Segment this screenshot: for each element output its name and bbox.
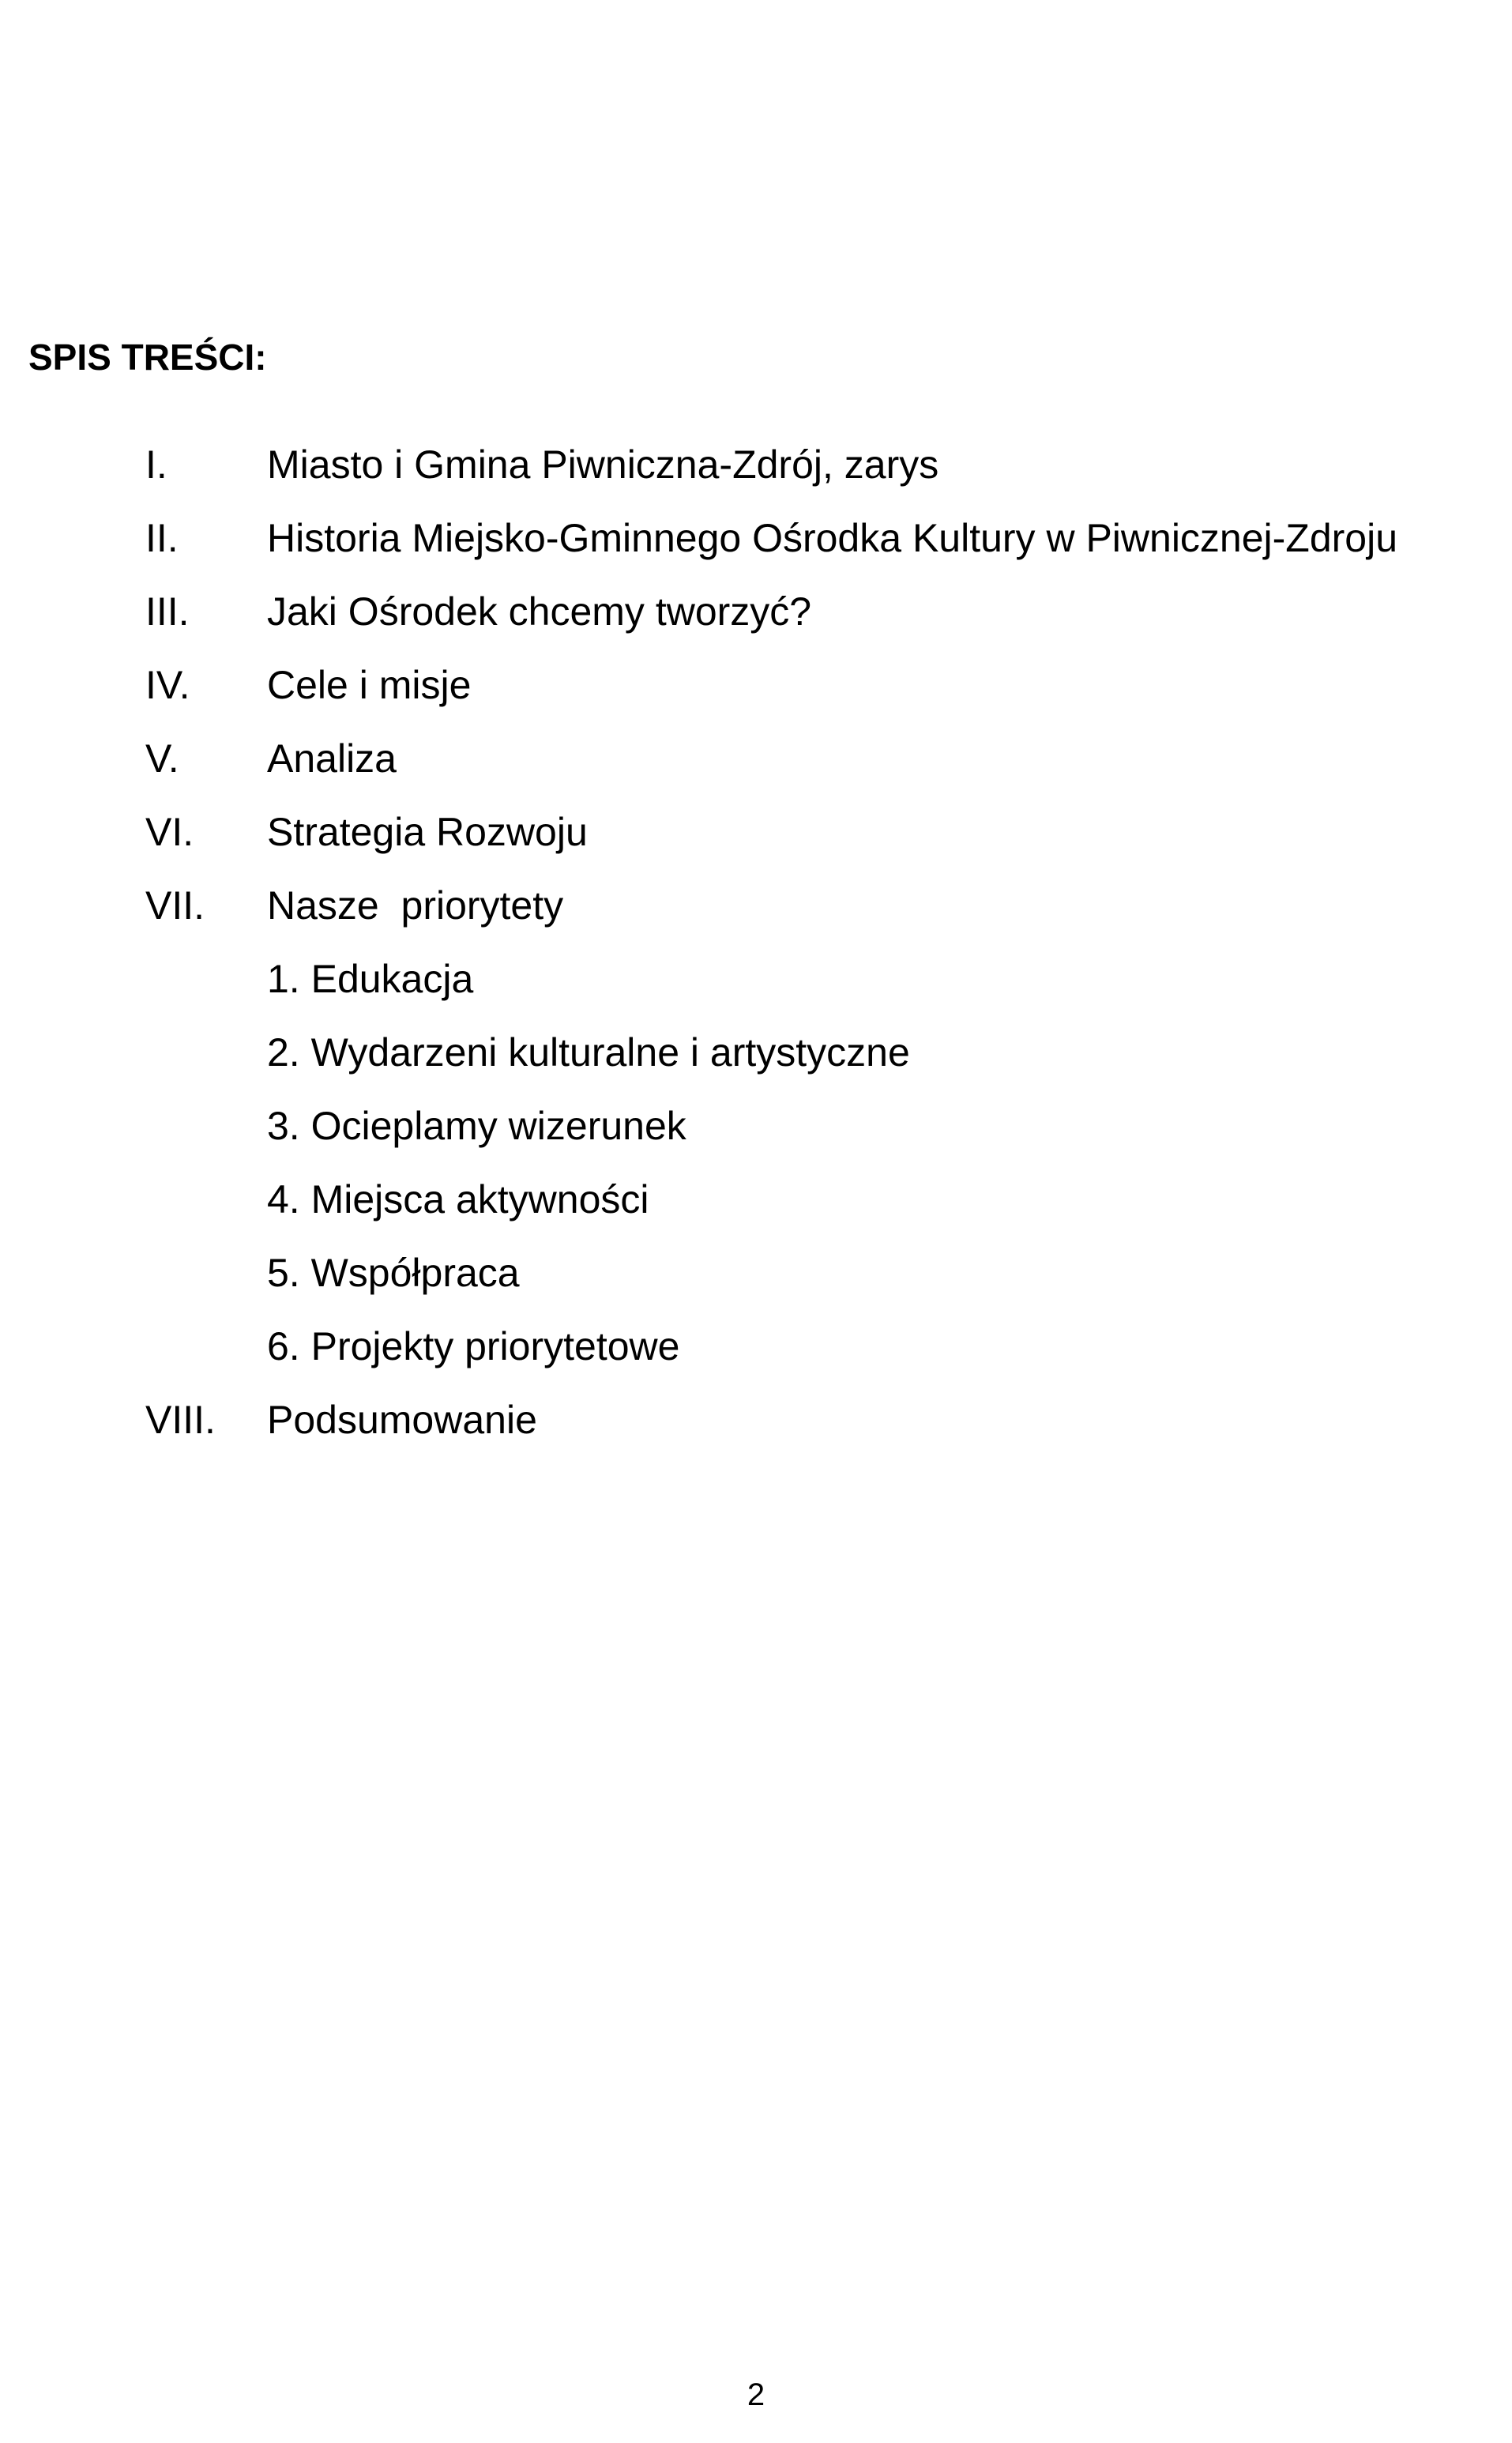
toc-entry-title: Jaki Ośrodek chcemy tworzyć?	[267, 589, 812, 634]
toc-entry-number: V.	[145, 736, 179, 781]
toc-subentry	[0, 1249, 1512, 1297]
toc-subentry	[0, 1102, 1512, 1150]
toc-entry-number: VI.	[145, 810, 194, 854]
toc-entry	[0, 441, 1512, 488]
toc-subentry-title: 4. Miejsca aktywności	[267, 1177, 649, 1222]
toc-entry-title: Historia Miejsko-Gminnego Ośrodka Kultury w Piwnicznej-Zdroju	[267, 516, 1398, 560]
toc-entry-title: Analiza	[267, 736, 397, 781]
toc-entry-number: I.	[145, 442, 167, 487]
toc-entry	[0, 514, 1512, 562]
toc-entry-number: II.	[145, 516, 179, 560]
toc-subentry-title: 2. Wydarzeni kulturalne i artystyczne	[267, 1030, 910, 1075]
toc-entry	[0, 882, 1512, 929]
toc-subentry	[0, 955, 1512, 1003]
toc-heading: SPIS TREŚCI:	[28, 337, 267, 378]
toc-entry-number: VIII.	[145, 1398, 216, 1442]
toc-subentry	[0, 1176, 1512, 1223]
toc-subentry-title: 6. Projekty priorytetowe	[267, 1324, 680, 1368]
toc-subentry-title: 5. Współpraca	[267, 1251, 520, 1295]
toc-entry-title: Miasto i Gmina Piwniczna-Zdrój, zarys	[267, 442, 939, 487]
toc-entry-title: Nasze priorytety	[267, 883, 564, 928]
toc-entry	[0, 808, 1512, 856]
toc-subentry	[0, 1323, 1512, 1370]
toc-entry	[0, 735, 1512, 782]
toc-entry-title: Podsumowanie	[267, 1398, 537, 1442]
toc-entry-number: IV.	[145, 663, 190, 707]
toc-entry-title: Strategia Rozwoju	[267, 810, 588, 854]
toc-entry	[0, 661, 1512, 709]
toc-subentry	[0, 1029, 1512, 1076]
toc-entry	[0, 1396, 1512, 1444]
toc-subentry-title: 3. Ocieplamy wizerunek	[267, 1104, 686, 1148]
toc-subentry-title: 1. Edukacja	[267, 957, 474, 1001]
toc-entry-title: Cele i misje	[267, 663, 472, 707]
toc-entry	[0, 588, 1512, 635]
page-number: 2	[747, 2377, 765, 2412]
toc-entry-number: VII.	[145, 883, 205, 928]
toc-entry-number: III.	[145, 589, 190, 634]
